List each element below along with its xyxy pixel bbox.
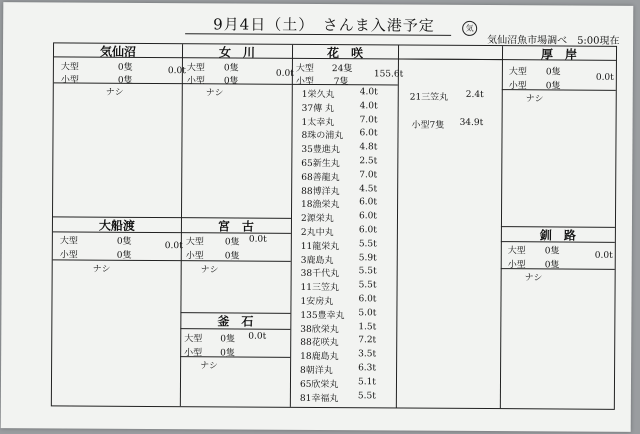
ship-name: 21三笠丸	[409, 92, 449, 103]
ship-catch: 5.5t	[358, 239, 377, 250]
small-boats-catch: 34.9t	[459, 117, 484, 129]
total-catch: 155.6t	[373, 69, 404, 80]
none-text: ナシ	[200, 361, 218, 372]
row-divider	[53, 259, 181, 261]
ship-catch: 5.5t	[358, 266, 377, 277]
total-catch: 0.0t	[248, 234, 267, 245]
large-count: 0隻	[223, 63, 239, 74]
large-count: 0隻	[224, 237, 240, 248]
ship-name: 1安房丸	[300, 296, 334, 308]
total-catch: 0.0t	[595, 72, 614, 83]
none-text: ナシ	[205, 88, 224, 99]
small-label: 小型	[507, 260, 526, 271]
ship-catch: 1.5t	[358, 321, 377, 332]
ship-catch: 4.8t	[359, 142, 378, 153]
small-label: 小型	[186, 76, 205, 87]
large-label: 大型	[186, 63, 205, 74]
small-label: 小型	[60, 75, 79, 86]
small-boats-note: 小型7隻	[411, 120, 445, 131]
none-text: ナシ	[105, 87, 124, 98]
ship-catch: 5.0t	[358, 308, 377, 319]
small-label: 小型	[185, 251, 204, 262]
small-count: 0隻	[117, 75, 133, 86]
ship-catch: 7.0t	[359, 170, 378, 181]
ship-name: 38千代丸	[300, 269, 340, 280]
ship-name: 18鹿島丸	[300, 352, 339, 363]
ship-catch: 6.3t	[358, 363, 377, 374]
ship-name: 1栄久丸	[301, 89, 335, 101]
small-label: 小型	[184, 348, 203, 359]
ship-catch: 6.0t	[358, 211, 377, 222]
ship-name: 2丸中丸	[300, 227, 334, 239]
large-count: 0隻	[116, 236, 132, 247]
report-sheet	[1, 2, 634, 432]
ship-name: 37傳 丸	[301, 103, 335, 114]
ship-name: 11三笠丸	[300, 283, 340, 294]
port-kamaishi-header: 釜 石	[217, 314, 254, 329]
large-count: 0隻	[220, 334, 236, 345]
ship-name: 65新生丸	[301, 158, 340, 170]
large-label: 大型	[507, 246, 526, 257]
small-count: 0隻	[223, 76, 239, 87]
port-ofunato-header: 大船渡	[98, 218, 135, 233]
ship-name: 18漁栄丸	[301, 200, 340, 211]
ship-name: 68善龍丸	[301, 172, 340, 183]
ship-catch: 4.0t	[359, 87, 378, 98]
total-catch: 0.0t	[167, 66, 186, 77]
ship-name: 3鹿島丸	[300, 255, 334, 266]
col-divider	[396, 45, 399, 407]
small-label: 小型	[295, 76, 314, 87]
ship-name: 1太幸丸	[301, 117, 335, 128]
ship-name: 2源栄丸	[300, 214, 334, 225]
ship-catch: 6.0t	[358, 294, 377, 305]
ship-name: 8朝洋丸	[300, 365, 333, 377]
ship-name: 11龍栄丸	[300, 241, 340, 252]
row-divider	[398, 58, 502, 60]
row-divider	[180, 328, 290, 330]
ship-catch: 3.5t	[358, 349, 377, 360]
port-miyako-header: 宮 古	[217, 219, 254, 234]
port-kushiro-header: 釧 路	[539, 228, 576, 243]
ship-name: 35豊進丸	[301, 145, 340, 156]
ship-catch: 6.0t	[359, 197, 378, 208]
port-onagawa-header: 女 川	[218, 45, 256, 60]
none-text: ナシ	[525, 94, 544, 105]
small-count: 0隻	[220, 348, 235, 359]
ship-catch: 7.0t	[359, 114, 378, 125]
none-text: ナシ	[92, 264, 111, 275]
large-label: 大型	[508, 67, 527, 78]
large-count: 0隻	[117, 62, 133, 73]
small-count: 7隻	[333, 77, 349, 88]
ship-catch: 5.1t	[357, 377, 376, 388]
total-catch: 0.0t	[275, 68, 294, 79]
row-divider	[181, 260, 291, 262]
total-catch: 0.0t	[248, 331, 267, 342]
ship-catch: 7.2t	[358, 335, 377, 346]
small-count: 0隻	[224, 251, 240, 262]
ship-catch: 5.5t	[358, 280, 377, 291]
port-kesennuma-header: 気仙沼	[99, 44, 137, 59]
ship-name: 88博洋丸	[301, 186, 340, 197]
ship-name: 88花咲丸	[300, 338, 339, 349]
ship-name: 8珠の浦丸	[301, 131, 344, 142]
ship-name: 81幸福丸	[299, 393, 339, 404]
small-label: 小型	[508, 81, 527, 92]
port-hanasaki-header: 花 咲	[326, 46, 364, 61]
ship-name: 65欣栄丸	[299, 379, 339, 390]
small-count: 0隻	[116, 250, 132, 261]
large-label: 大型	[60, 62, 79, 73]
ship-catch: 4.0t	[359, 101, 378, 112]
large-label: 大型	[184, 334, 203, 345]
large-count: 24隻	[331, 64, 353, 75]
large-label: 大型	[59, 236, 78, 247]
page-title: 9月4日（土） さんま入港予定	[213, 15, 435, 35]
small-count: 0隻	[544, 260, 560, 271]
small-count: 0隻	[545, 81, 561, 92]
port-akkeshi-header: 厚 岸	[540, 47, 578, 62]
ship-catch: 4.5t	[359, 183, 378, 194]
market-seal-icon: 気	[462, 21, 477, 36]
source-note: 気仙沼魚市場調べ 5:00現在	[487, 35, 620, 47]
none-text: ナシ	[200, 265, 219, 276]
total-catch: 0.0t	[594, 250, 613, 261]
ship-catch: 5.9t	[358, 252, 377, 263]
ship-catch: 2.4t	[465, 89, 484, 101]
large-count: 0隻	[544, 246, 560, 257]
ship-catch: 6.0t	[358, 225, 377, 236]
large-label: 大型	[185, 237, 204, 248]
large-label: 大型	[295, 63, 314, 74]
total-catch: 0.0t	[164, 241, 183, 252]
ship-catch: 2.5t	[359, 156, 378, 167]
ship-catch: 5.5t	[357, 390, 376, 401]
title-underline	[185, 33, 451, 36]
ship-name: 135豊幸丸	[300, 310, 345, 321]
ship-catch: 6.0t	[359, 128, 378, 139]
landing-table	[51, 42, 617, 409]
large-count: 0隻	[545, 67, 561, 78]
none-text: ナシ	[524, 273, 543, 284]
small-label: 小型	[59, 250, 78, 261]
ship-name: 38欣栄丸	[300, 324, 339, 335]
